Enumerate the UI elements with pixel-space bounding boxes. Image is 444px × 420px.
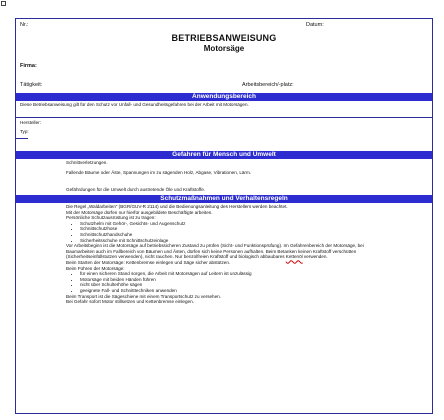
list-item: • Schnittschutzhose [80, 226, 366, 232]
list-item: • geeignete Fall- und Schnitttechniken anwenden [80, 288, 366, 294]
nr-label: Nr.: [20, 22, 29, 28]
schutz-para-pruefung-end: verwenden. [302, 254, 328, 260]
hersteller-label: Hersteller: [20, 120, 41, 125]
list-item: • Sicherheitsschuhe mit Schnittschutzeinlage [80, 238, 366, 244]
arbeitsbereich-label: Arbeitsbereich/-platz: [242, 82, 294, 88]
schutz-para-pruefung-text: Vor Arbeitsbeginn ist die Motorsäge auf betriebssicheren Zustand zu prüfen (Sicht- und Funktionsprüfung). Im Gefahrenbereich der Motorsäge, bei Baumarbeiten auch im Fallbereich von Bäumen und Ästen, dürfen sich keine Personen aufhalten. Beim Betanken keinen Kraftstoff verschütten (Sicherheitseinfüllstutzen verwenden), nicht rauchen. Nur benzolfreien Kraftstoff und biologisch abbaubares [66, 243, 364, 260]
spellcheck-word: Kettenöl [285, 254, 303, 260]
list-item: • Schnittschutzhandschuhe [80, 232, 366, 238]
gefahren-line-1: Schnittverletzungen. [66, 160, 108, 165]
fuehren-list [66, 271, 366, 293]
section-heading-schutzmassnahmen: Schutzmaßnahmen und Verhaltensregeln [16, 195, 432, 203]
schutz-text [66, 204, 366, 305]
document-subtitle: Motorsäge [203, 44, 245, 53]
section-heading-anwendungsbereich: Anwendungsbereich [16, 93, 432, 101]
page-corner-marker [1, 1, 6, 6]
fuehren-label: Beim Führen der Motorsäge: [66, 265, 125, 271]
schutz-para-ausbildung: Mit der Motorsäge dürfen nur hierfür ausgebildete Beschäftigte arbeiten. [66, 209, 213, 215]
section-heading-gefahren: Gefahren für Mensch und Umwelt [16, 151, 432, 159]
schutz-para-regel: Die Regel „Waldarbeiten“ (BGR/GUV-R 2114) und die Bedienungsanleitung des Herstellers werden beachtet. [66, 204, 288, 209]
psa-list [66, 221, 366, 243]
document-title: BETRIEBSANWEISUNG [171, 33, 277, 43]
taetigkeit-label: Tätigkeit: [20, 82, 43, 88]
schutz-para-transport: Beim Transport ist die Sägeschiene mit einem Transportschutz zu versehen. [66, 293, 221, 299]
schutz-para-pruefung [66, 243, 366, 260]
list-item: • nicht über Schulterhöhe sägen [80, 282, 366, 288]
firma-label: Firma: [20, 63, 37, 69]
psa-label: Persönliche Schutzausrüstung ist zu tragen: [66, 215, 156, 221]
list-item: • Schutzhelm mit Gehör-, Gesichts- und Augenschutz [80, 221, 366, 227]
typ-label: Typ: [20, 129, 29, 134]
divider [16, 138, 28, 139]
betriebsanweisung-document [15, 18, 433, 414]
datum-label: Datum: [306, 22, 324, 28]
gefahren-line-3: Gefährdungen für die Umwelt durch austretende Öle und Kraftstoffe. [66, 187, 206, 192]
list-item: • für einen sicheren Stand sorgen, die Arbeit mit Motorsägen auf Leitern ist unzulässig [80, 271, 366, 277]
gefahren-line-2: Fallende Bäume oder Äste, Spannungen im zu sägenden Holz, Abgase, Vibrationen, Lärm. [66, 170, 252, 175]
schutz-para-gefahr: Bei Gefahr sofort Motor stillsetzen und Kettenbremse einlegen. [66, 299, 194, 305]
list-item: • Motorsäge mit beiden Händen führen [80, 277, 366, 283]
schutz-para-starten: Beim Starten der Motorsäge: Kettenbremse einlegen und Säge sicher abstützen. [66, 259, 231, 265]
anwendungsbereich-text: Diese Betriebsanweisung gilt für den Schutz vor Unfall- und Gesundheitsgefahren bei der Arbeit mit Motorsägen. [20, 102, 249, 107]
